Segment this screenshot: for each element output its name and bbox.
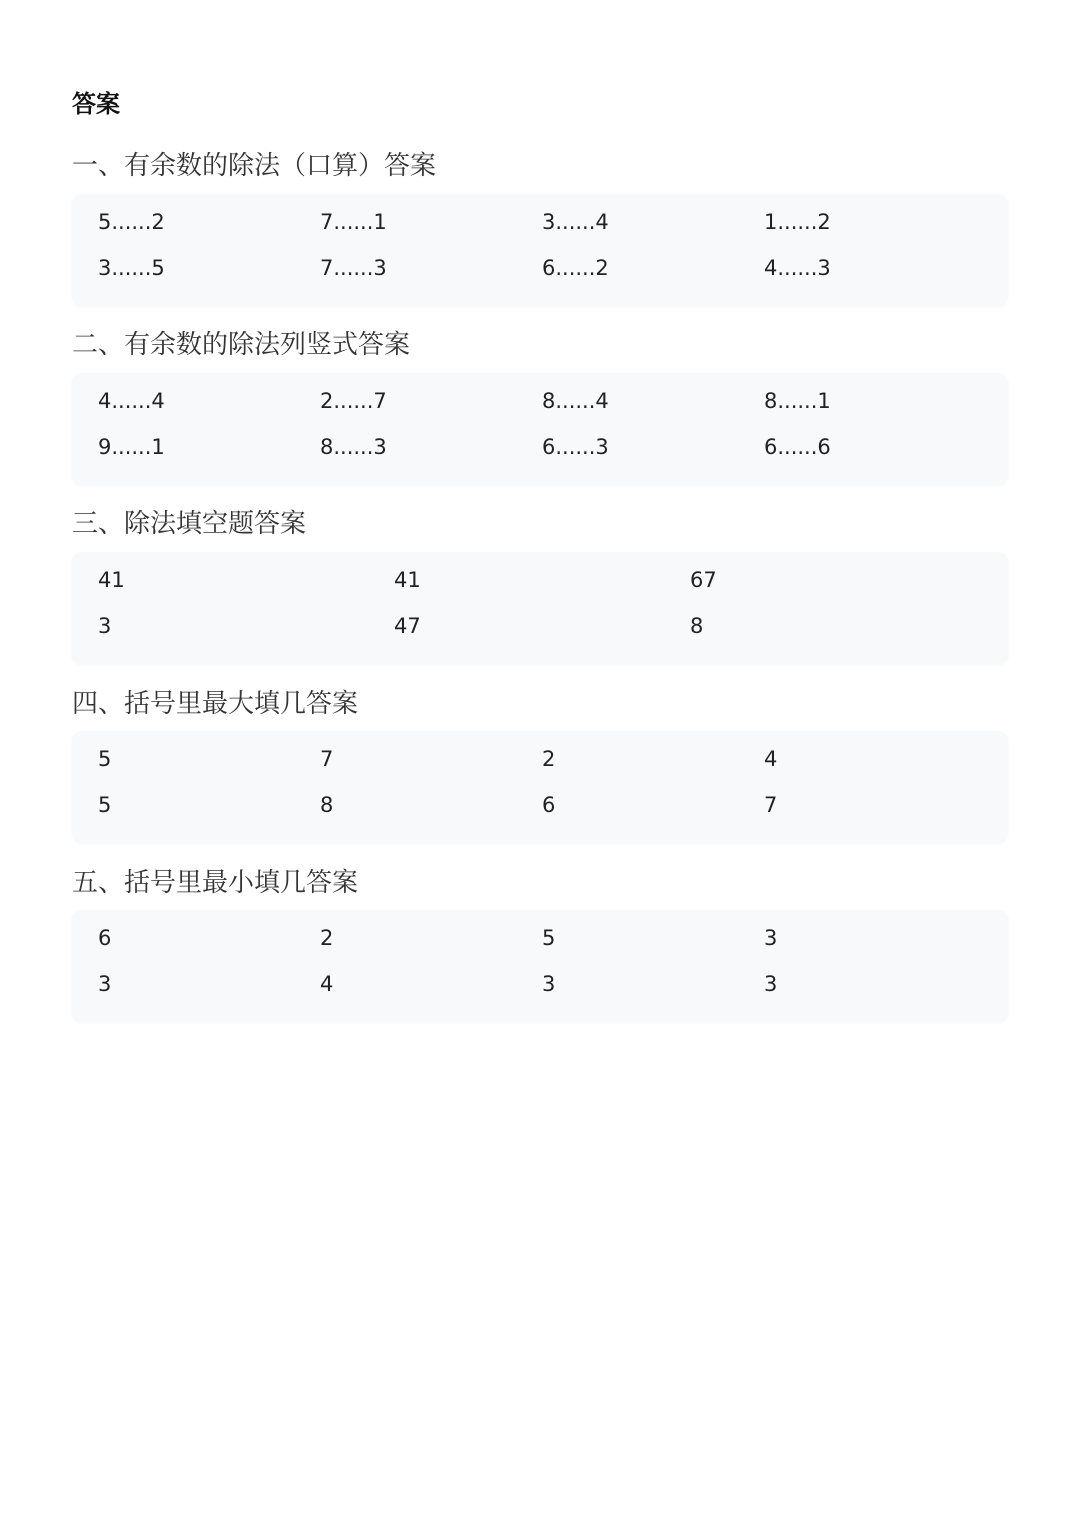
answer-cell: 1......2 — [764, 210, 831, 234]
answer-cell: 8 — [320, 793, 334, 817]
answer-cell: 8......4 — [542, 389, 609, 413]
answer-cell: 2......7 — [320, 389, 387, 413]
answer-cell: 9......1 — [98, 435, 165, 459]
answer-cell: 4 — [764, 747, 778, 771]
answer-cell: 3 — [98, 614, 112, 638]
answer-card-5 — [72, 910, 1008, 1022]
answer-cell: 5......2 — [98, 210, 165, 234]
answer-card-1 — [72, 194, 1008, 306]
answer-cell: 6......6 — [764, 435, 831, 459]
answer-cell: 7......1 — [320, 210, 387, 234]
answer-cell: 4 — [320, 972, 334, 996]
answer-cell: 6 — [98, 926, 112, 950]
section-title-1: 一、有余数的除法（口算）答案 — [72, 151, 437, 181]
answer-cell: 4......3 — [764, 256, 831, 280]
answer-cell: 67 — [690, 568, 717, 592]
answer-cell: 3 — [764, 926, 778, 950]
answer-cell: 6......3 — [542, 435, 609, 459]
answer-cell: 5 — [542, 926, 556, 950]
answer-cell: 41 — [394, 568, 421, 592]
answer-grid-2 — [98, 387, 988, 461]
answer-grid-3 — [98, 566, 988, 640]
answer-cell: 47 — [394, 614, 421, 638]
section-title-3: 三、除法填空题答案 — [72, 509, 307, 539]
answer-cell: 7 — [764, 793, 778, 817]
answer-cell: 3 — [98, 972, 112, 996]
answer-card-2 — [72, 373, 1008, 485]
answer-cell: 5 — [98, 793, 112, 817]
answer-cell: 3......5 — [98, 256, 165, 280]
answer-cell: 5 — [98, 747, 112, 771]
answer-grid-5 — [98, 924, 988, 998]
section-title-2: 二、有余数的除法列竖式答案 — [72, 330, 411, 360]
section-title-4: 四、括号里最大填几答案 — [72, 689, 359, 719]
section-title-5: 五、括号里最小填几答案 — [72, 868, 359, 898]
answer-cell: 6......2 — [542, 256, 609, 280]
answer-cell: 4......4 — [98, 389, 165, 413]
answer-cell: 2 — [320, 926, 334, 950]
answer-cell: 8......1 — [764, 389, 831, 413]
answer-cell: 7......3 — [320, 256, 387, 280]
answer-cell: 3......4 — [542, 210, 609, 234]
answer-cell: 6 — [542, 793, 556, 817]
answer-cell: 3 — [542, 972, 556, 996]
answer-cell: 41 — [98, 568, 125, 592]
answer-cell: 7 — [320, 747, 334, 771]
page-title: 答案 — [72, 90, 120, 118]
answer-cell: 8 — [690, 614, 704, 638]
answer-cell: 3 — [764, 972, 778, 996]
answer-card-3 — [72, 552, 1008, 664]
answer-cell: 2 — [542, 747, 556, 771]
answer-cell: 8......3 — [320, 435, 387, 459]
answer-grid-4 — [98, 745, 988, 819]
answer-card-4 — [72, 731, 1008, 843]
answer-grid-1 — [98, 208, 988, 282]
